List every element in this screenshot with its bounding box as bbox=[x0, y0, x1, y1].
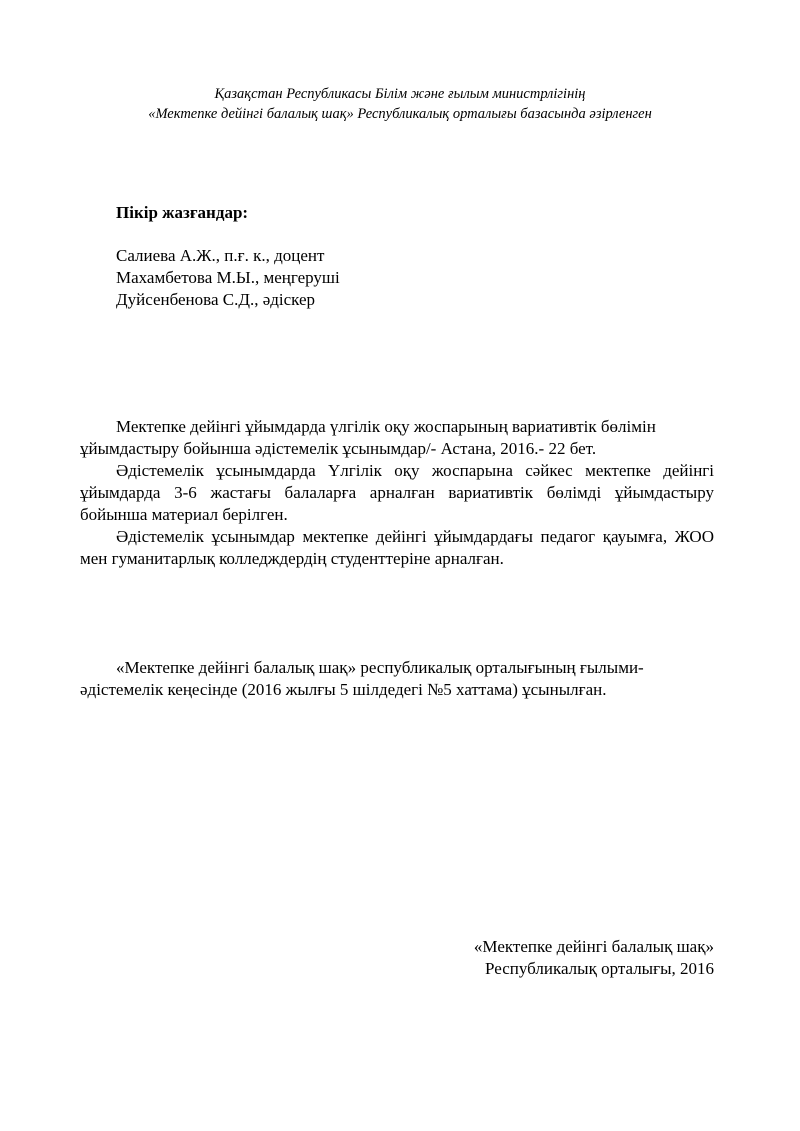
approval-block bbox=[80, 657, 714, 701]
description-paragraph: Әдістемелік ұсынымдар мектепке дейінгі ұйымдардағы педагог қауымға, ЖОО мен гуманитарлық колледждердің студенттеріне арналған. bbox=[80, 527, 714, 568]
reviewers-list bbox=[116, 245, 340, 311]
header-line-ministry: Қазақстан Республикасы Білім және ғылым министрлігінің bbox=[214, 86, 586, 102]
reviewers-heading: Пікір жазғандар: bbox=[116, 203, 249, 222]
reviewer-item: Салиева А.Ж., п.ғ. к., доцент bbox=[116, 246, 325, 265]
description-block bbox=[80, 416, 714, 570]
approval-text: «Мектепке дейінгі балалық шақ» республикалық орталығының ғылыми-әдістемелік кеңесінде (2016 жылғы 5 шілдедегі №5 хаттама) ұсынылған. bbox=[80, 658, 644, 699]
description-paragraph: Мектепке дейінгі ұйымдарда үлгілік оқу жоспарының вариативтік бөлімін ұйымдастыру бойынша әдістемелік ұсынымдар/- Астана, 2016.- 22 бет. bbox=[80, 417, 656, 458]
reviewer-item: Махамбетова М.Ы., меңгеруші bbox=[116, 268, 340, 287]
publisher-header bbox=[80, 84, 720, 124]
description-paragraph: Әдістемелік ұсынымдарда Үлгілік оқу жоспарына сәйкес мектепке дейінгі ұйымдарда 3-6 жастағы балаларға арналған вариативтік бөлімді ұйымдастыру бойынша материал берілген. bbox=[80, 461, 714, 524]
reviewer-item: Дуйсенбенова С.Д., әдіскер bbox=[116, 290, 316, 309]
footer-line-org: «Мектепке дейінгі балалық шақ» bbox=[473, 937, 714, 956]
imprint-footer bbox=[474, 936, 714, 980]
footer-line-year: Республикалық орталығы, 2016 bbox=[485, 959, 714, 978]
header-line-center: «Мектепке дейінгі балалық шақ» Республикалық орталығы базасында әзірленген bbox=[148, 106, 652, 122]
